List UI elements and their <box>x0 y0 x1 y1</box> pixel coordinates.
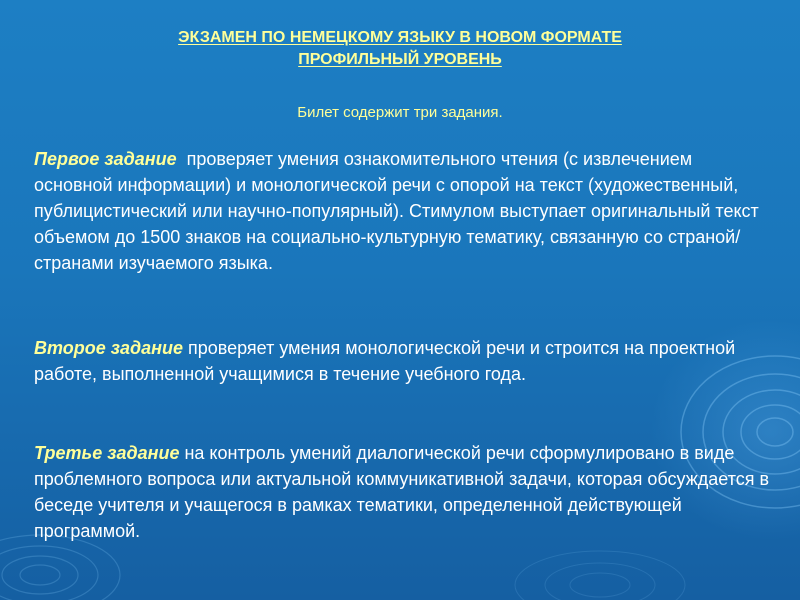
task-3-text: на контроль умений диалогической речи сформулировано в виде проблемного вопроса или актуальной коммуникативной задачи, которая обсуждается в беседе учителя и учащегося в рамках тематики, определенной действующей программой. <box>34 443 775 541</box>
task-2-paragraph <box>34 335 774 387</box>
task-3-paragraph <box>34 440 774 544</box>
slide-title-line-2: ПРОФИЛЬНЫЙ УРОВЕНЬ <box>298 51 502 68</box>
task-3-heading: Третье задание <box>34 443 180 463</box>
task-1-heading: Первое задание <box>34 149 177 169</box>
task-1-text: проверяет умения ознакомительного чтения (с извлечением основной информации) и монологической речи с опорой на текст (художественный, публицистический или научно-популярный). Стимулом выступает оригинальный текст объемом до 1500 знаков на социально-культурную тематику, связанную со страной/странами изучаемого языка. <box>34 149 764 273</box>
task-2-heading: Второе задание <box>34 338 183 358</box>
slide-title <box>0 27 800 71</box>
task-2-text: проверяет умения монологической речи и строится на проектной работе, выполненной учащимися в течение учебного года. <box>34 338 741 384</box>
slide-subtitle: Билет содержит три задания. <box>297 104 503 121</box>
slide-title-line-1: ЭКЗАМЕН ПО НЕМЕЦКОМУ ЯЗЫКУ В НОВОМ ФОРМАТЕ <box>178 29 622 46</box>
task-1-paragraph <box>34 146 774 276</box>
